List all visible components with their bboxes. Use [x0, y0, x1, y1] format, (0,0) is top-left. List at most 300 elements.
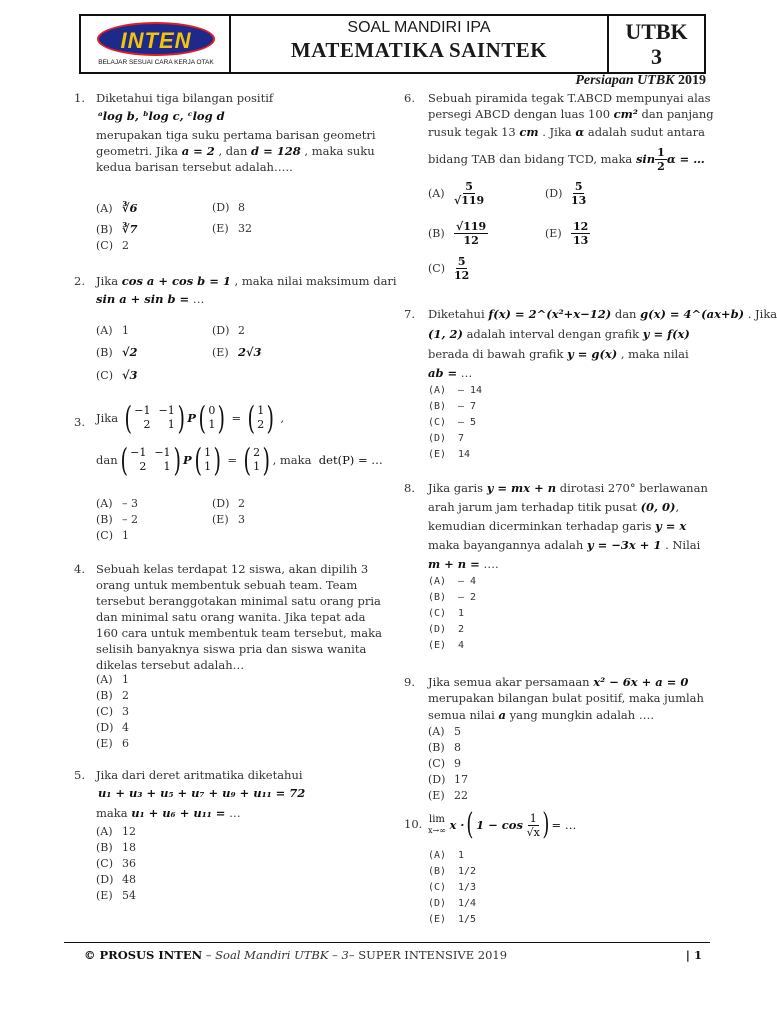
matrix: ( −1 −1 2 1 ) [124, 399, 185, 437]
limit-operator [428, 814, 446, 836]
question-text: … [460, 366, 473, 380]
vector: ( 0 1 ) [198, 399, 226, 437]
question-text: 160 cara untuk membentuk team tersebut, maka [96, 626, 382, 640]
matrix-cell: 2 [143, 418, 151, 431]
option-value: 2 [458, 624, 465, 635]
option-value: 54 [122, 889, 136, 902]
question-text: yang mungkin adalah …. [509, 708, 654, 722]
option-value: 2 [122, 689, 129, 702]
option-label: (E) [212, 222, 229, 235]
option-value: – 14 [458, 385, 483, 396]
option-b[interactable] [96, 512, 138, 528]
option-value: – 5 [458, 417, 477, 428]
question-number: 7. [404, 307, 415, 321]
question-text: , dan [218, 144, 248, 158]
option-value: 3 [122, 705, 129, 718]
question-text: Jika dari deret aritmatika diketahui [96, 768, 303, 782]
option-label: (D) [545, 186, 563, 200]
option-value: 8 [238, 201, 245, 214]
fraction-denominator: √x [526, 825, 540, 839]
option-label: (A) [428, 385, 447, 396]
option-c[interactable] [96, 704, 129, 720]
option-label: (C) [96, 857, 113, 870]
question-text: rusuk tegak 13 [428, 125, 516, 139]
option-label: (D) [212, 201, 230, 214]
question-7 [404, 306, 777, 466]
matrix-cell: −1 [154, 446, 171, 459]
fraction-numerator: 5 [574, 180, 583, 193]
vector-cell: 1 [204, 446, 212, 459]
option-label: (E) [428, 914, 447, 925]
question-text: merupakan bilangan bulat positif, maka jumlah [428, 691, 704, 705]
option-d[interactable] [212, 496, 245, 512]
option-d[interactable] [212, 323, 245, 339]
question-number: 5. [74, 768, 85, 782]
matrix-cell: −1 [130, 446, 147, 459]
option-a[interactable] [428, 574, 476, 590]
matrix-equation-1 [96, 400, 284, 436]
option-label: (A) [428, 186, 445, 200]
question-number: 2. [74, 274, 85, 288]
option-b[interactable] [96, 221, 138, 238]
question-number: 3. [74, 415, 85, 429]
equals-sign: = [231, 411, 242, 425]
option-c[interactable] [428, 255, 469, 282]
option-e[interactable] [428, 638, 464, 654]
option-d[interactable] [428, 622, 464, 638]
title-cell [231, 16, 609, 72]
option-label: (B) [96, 841, 113, 854]
question-number: 9. [404, 675, 415, 689]
option-c[interactable] [96, 238, 129, 254]
option-e[interactable] [96, 736, 129, 752]
question-text: . Jika [747, 307, 777, 321]
question-number: 6. [404, 91, 415, 105]
matrix-cell: 1 [163, 460, 171, 473]
question-10 [404, 808, 716, 928]
vector-cell: 1 [204, 460, 212, 473]
option-value: 32 [238, 222, 252, 235]
question-text: dan [96, 453, 118, 467]
vector-cell: 2 [257, 418, 265, 431]
math-expression: y = f(x) [642, 327, 690, 341]
option-label: (A) [96, 673, 113, 686]
question-number: 8. [404, 481, 415, 495]
math-expression: det(P) = … [318, 453, 383, 467]
option-e[interactable] [212, 221, 252, 237]
badge-line1: UTBK [625, 19, 688, 44]
question-text: arah jarum jam terhadap titik pusat [428, 500, 637, 514]
option-value: 18 [122, 841, 136, 854]
question-number: 1. [74, 91, 85, 105]
option-label: (D) [96, 721, 114, 734]
option-label: (C) [96, 529, 113, 542]
question-text: maka bayangannya adalah [428, 538, 584, 552]
option-label: (A) [96, 202, 113, 215]
question-text: orang untuk membentuk sebuah team. Team [96, 578, 358, 592]
prep-label [575, 73, 706, 89]
question-text: Jika [96, 274, 119, 288]
option-b[interactable] [96, 344, 138, 361]
option-a[interactable] [96, 496, 138, 512]
option-value [454, 180, 484, 207]
matrix-cell: 1 [167, 418, 175, 431]
question-text: bidang TAB dan bidang TCD, maka [428, 152, 633, 166]
option-label: (B) [428, 741, 445, 754]
vector: ( 2 1 ) [243, 441, 271, 479]
math-expression: cm² [613, 107, 638, 121]
option-c[interactable] [96, 856, 136, 872]
option-label: (C) [428, 417, 447, 428]
option-value: 17 [454, 773, 468, 786]
option-value: ∛6 [122, 201, 138, 215]
option-value [571, 180, 586, 207]
option-value: 1 [122, 529, 129, 542]
option-label: (D) [212, 497, 230, 510]
fraction-numerator: 12 [573, 220, 589, 233]
option-label: (A) [428, 725, 445, 738]
option-b[interactable] [96, 840, 136, 856]
option-value: 2√3 [238, 345, 262, 359]
fraction-numerator: 5 [457, 255, 466, 268]
option-label: (D) [428, 433, 447, 444]
option-d[interactable] [545, 180, 586, 207]
question-text: persegi ABCD dengan luas 100 [428, 107, 611, 121]
math-expression: x² − 6x + a = 0 [593, 675, 689, 689]
option-e[interactable] [428, 447, 470, 463]
fraction-denominator: 12 [454, 269, 470, 282]
option-label: (E) [96, 737, 113, 750]
option-label: (E) [96, 889, 113, 902]
math-expression: (1, 2) [428, 327, 463, 341]
question-4 [74, 561, 394, 756]
question-text: … [192, 292, 205, 306]
option-d[interactable] [428, 772, 468, 788]
option-value: 36 [122, 857, 136, 870]
fraction-numerator: 1 [657, 145, 665, 159]
question-text: adalah interval dengan grafik [466, 327, 640, 341]
prep-year: 2019 [678, 73, 706, 88]
option-value: 1 [122, 324, 129, 337]
option-e[interactable] [96, 888, 136, 904]
vector: ( 1 2 ) [247, 399, 275, 437]
math-expression: y = mx + n [486, 481, 557, 495]
math-expression: = … [551, 818, 577, 832]
option-value: 1/4 [458, 898, 477, 909]
question-5 [74, 767, 394, 907]
option-value: 1 [458, 608, 465, 619]
vector-cell: 2 [253, 446, 261, 459]
option-value: 22 [454, 789, 468, 802]
footer-program: SUPER INTENSIVE 2019 [354, 948, 508, 962]
option-b[interactable] [428, 864, 476, 880]
question-text: kemudian dicerminkan terhadap garis [428, 519, 652, 533]
option-label: (B) [428, 401, 447, 412]
option-a[interactable] [428, 724, 461, 740]
footer-brand: © PROSUS INTEN [84, 948, 203, 962]
math-expression: cos a + cos b = 1 [121, 274, 231, 288]
question-text: Sebuah piramida tegak T.ABCD mempunyai alas [428, 91, 711, 105]
math-expression: α [575, 125, 585, 139]
option-label: (D) [428, 898, 447, 909]
fraction-numerator: √119 [456, 220, 487, 233]
option-value: 1/2 [458, 866, 477, 877]
vector-cell: 0 [208, 404, 216, 417]
option-c[interactable] [96, 528, 129, 544]
math-expression: a = 2 [181, 144, 215, 158]
option-value: 9 [454, 757, 461, 770]
inten-logo [97, 22, 215, 56]
question-number: 4. [74, 562, 85, 576]
math-expression: g(x) = 4^(ax+b) [640, 307, 745, 321]
option-label: (E) [428, 789, 445, 802]
limit-subscript: x→∞ [428, 826, 446, 835]
option-b[interactable] [428, 740, 461, 756]
question-text: Sebuah kelas terdapat 12 siswa, akan dipilih 3 [96, 562, 369, 576]
option-c[interactable] [428, 756, 461, 772]
math-expression: f(x) = 2^(x²+x−12) [488, 307, 612, 321]
fraction-numerator: 5 [465, 180, 473, 193]
option-label: (B) [96, 513, 113, 526]
option-label: (A) [96, 497, 113, 510]
logo-cell [81, 16, 231, 72]
question-text: berada di bawah grafik [428, 347, 564, 361]
footer-divider [64, 942, 710, 943]
vector-cell: 1 [208, 418, 216, 431]
option-d[interactable] [96, 872, 136, 888]
question-8 [404, 480, 716, 655]
option-a[interactable] [428, 180, 484, 207]
fraction [527, 812, 540, 839]
vector-cell: 1 [257, 404, 265, 417]
math-expression: sin a + sin b = [96, 292, 190, 306]
option-c[interactable] [428, 880, 476, 896]
option-e[interactable] [428, 912, 476, 928]
option-c[interactable] [428, 606, 464, 622]
option-value: 1/3 [458, 882, 477, 893]
option-label: (A) [96, 825, 113, 838]
option-label: (D) [212, 324, 230, 337]
option-c[interactable] [428, 415, 476, 431]
option-label: (C) [428, 261, 445, 275]
math-expression: a [498, 708, 506, 722]
option-b[interactable] [428, 590, 476, 606]
page-number: | 1 [685, 948, 702, 962]
math-expression: y = −3x + 1 [586, 538, 662, 552]
footer [84, 948, 704, 962]
option-value: 4 [458, 640, 465, 651]
option-e[interactable] [212, 344, 262, 361]
option-d[interactable] [96, 720, 129, 736]
option-label: (E) [545, 226, 562, 240]
option-label: (A) [96, 324, 113, 337]
question-text: , maka nilai [620, 347, 689, 361]
question-text: . Jika [542, 125, 572, 139]
log-expression: ᵃlog b, ᵇlog c, ᶜlog d [98, 109, 225, 123]
question-text: dan minimal satu orang wanita. Jika tepat ada [96, 610, 366, 624]
option-d[interactable] [428, 896, 476, 912]
fraction-denominator: 13 [571, 194, 587, 207]
option-value [571, 220, 590, 247]
vector: ( 1 1 ) [194, 441, 222, 479]
option-label: (E) [428, 449, 447, 460]
limit-label: lim [429, 814, 445, 825]
fraction-numerator: 1 [529, 811, 537, 825]
option-value: – 2 [458, 592, 477, 603]
option-value: √3 [122, 368, 138, 382]
math-expression: y = g(x) [567, 347, 618, 361]
option-b[interactable] [428, 399, 476, 415]
option-c[interactable] [96, 367, 138, 384]
math-expression: x · [449, 818, 465, 832]
option-value: 8 [454, 741, 461, 754]
option-label: (D) [96, 873, 114, 886]
question-text: dikelas tersebut adalah… [96, 658, 245, 672]
question-text: Diketahui tiga bilangan positif [96, 91, 274, 105]
math-expression: cm [519, 125, 539, 139]
option-label: (D) [428, 773, 446, 786]
option-d[interactable] [212, 200, 245, 216]
question-text: dirotasi 270° berlawanan [559, 481, 708, 495]
question-9 [404, 674, 716, 804]
option-value: 6 [122, 737, 129, 750]
option-value: 7 [458, 433, 465, 444]
math-expression: y = x [655, 519, 687, 533]
option-value: ∛7 [122, 222, 138, 236]
option-a[interactable] [428, 848, 464, 864]
question-text: Jika garis [428, 481, 484, 495]
question-text: dan panjang [641, 107, 714, 121]
math-expression: u₁ + u₆ + u₁₁ = [131, 806, 226, 820]
option-value: 3 [238, 513, 245, 526]
logo-text: INTEN [120, 28, 192, 53]
question-2 [74, 273, 397, 385]
math-expression: α = … [666, 152, 705, 166]
option-a[interactable] [96, 200, 138, 217]
equals-sign: = [227, 453, 237, 467]
document-title: MATEMATIKA SAINTEK [290, 38, 548, 62]
question-text: Jika semua akar persamaan [428, 675, 590, 689]
option-b[interactable] [96, 688, 129, 704]
document-subtitle: SOAL MANDIRI IPA [347, 19, 491, 36]
option-a[interactable] [96, 323, 129, 339]
option-label: (A) [428, 850, 447, 861]
question-text: , [675, 500, 680, 514]
question-text: … [229, 806, 241, 820]
option-value [454, 255, 469, 282]
matrix-cell: −1 [158, 404, 175, 417]
question-text: Diketahui [428, 307, 485, 321]
option-value: 48 [122, 873, 136, 886]
option-e[interactable] [428, 788, 468, 804]
math-expression: u₁ + u₃ + u₅ + u₇ + u₉ + u₁₁ = 72 [98, 786, 306, 800]
option-label: (C) [96, 239, 113, 252]
question-text: merupakan tiga suku pertama barisan geometri [96, 128, 376, 142]
option-label: (B) [96, 689, 113, 702]
option-label: (C) [428, 882, 447, 893]
question-1 [74, 90, 394, 255]
utbk-badge [609, 16, 704, 72]
option-e[interactable] [212, 512, 245, 528]
option-value: 1 [122, 673, 129, 686]
question-text: semua nilai [428, 708, 495, 722]
option-label: (B) [428, 866, 447, 877]
option-label: (C) [96, 369, 113, 382]
option-d[interactable] [428, 431, 464, 447]
option-value: 1/5 [458, 914, 477, 925]
math-expression: (0, 0) [640, 500, 676, 514]
option-label: (E) [428, 640, 447, 651]
math-expression: 1 − cos [476, 818, 523, 832]
option-value: – 7 [458, 401, 477, 412]
math-expression: d = 128 [251, 144, 301, 158]
option-a[interactable] [96, 672, 129, 688]
option-label: (A) [428, 576, 447, 587]
fraction-denominator: 2 [657, 159, 665, 173]
question-text: selisih banyaknya siswa pria dan siswa wanita [96, 642, 367, 656]
option-value: 2 [238, 497, 245, 510]
option-value: 4 [122, 721, 129, 734]
question-text: adalah sudut antara [587, 125, 705, 139]
option-value: 5 [454, 725, 461, 738]
option-label: (E) [212, 346, 229, 359]
option-value [454, 220, 488, 247]
option-value: 2 [238, 324, 245, 337]
matrix: ( −1 −1 2 1 ) [120, 441, 181, 479]
option-label: (D) [428, 624, 447, 635]
math-expression: sin [635, 152, 656, 166]
option-label: (B) [96, 223, 113, 236]
matrix-p: P [187, 411, 196, 425]
fraction [655, 146, 667, 173]
question-text: geometri. Jika [96, 144, 179, 158]
footer-separator: – [202, 948, 216, 962]
question-text: , maka suku [304, 144, 375, 158]
question-text: dan [614, 307, 637, 321]
option-label: (B) [96, 346, 113, 359]
question-text: kedua barisan tersebut adalah….. [96, 160, 293, 174]
question-3 [74, 400, 394, 545]
option-label: (C) [428, 757, 445, 770]
option-a[interactable] [96, 824, 136, 840]
fraction-denominator: √119 [454, 194, 485, 207]
comma: , [280, 411, 285, 425]
fraction-denominator: 12 [463, 234, 479, 247]
badge-line2: 3 [651, 44, 662, 69]
option-label: (E) [212, 513, 229, 526]
option-a[interactable] [428, 383, 482, 399]
question-text: tersebut beranggotakan minimal satu orang pria [96, 594, 381, 608]
option-value: – 4 [458, 576, 477, 587]
option-value: 14 [458, 449, 471, 460]
matrix-cell: −1 [134, 404, 151, 417]
question-text: maka [96, 806, 128, 820]
option-e[interactable] [545, 220, 590, 247]
option-value: √2 [122, 345, 138, 359]
option-value: – 3 [122, 497, 138, 510]
option-label: (C) [96, 705, 113, 718]
footer-series: Soal Mandiri UTBK – 3– [215, 948, 355, 962]
math-expression: m + n = [428, 557, 480, 571]
option-b[interactable] [428, 220, 488, 247]
matrix-cell: 2 [139, 460, 147, 473]
option-label: (C) [428, 608, 447, 619]
option-value: 2 [122, 239, 129, 252]
matrix-equation-2 [96, 442, 383, 478]
option-value: 1 [458, 850, 465, 861]
option-value: 12 [122, 825, 136, 838]
question-text: Jika [96, 411, 119, 425]
